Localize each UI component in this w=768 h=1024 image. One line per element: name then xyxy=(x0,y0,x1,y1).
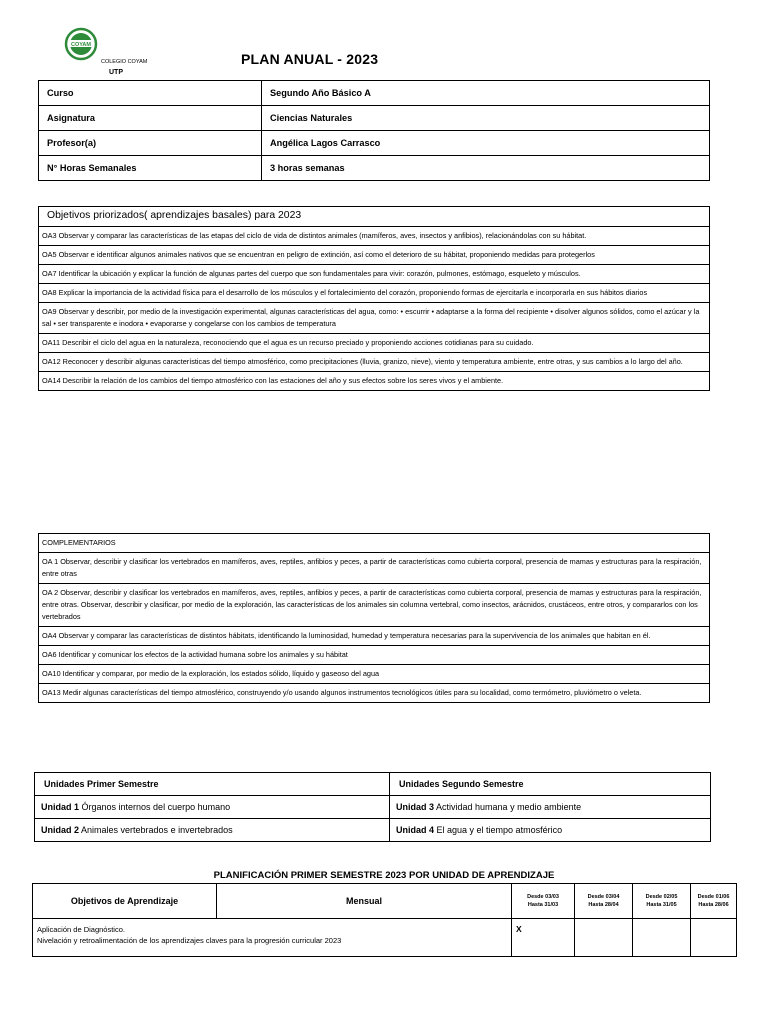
info-row xyxy=(39,81,710,106)
prioritized-objectives-table xyxy=(38,206,710,391)
info-label: Curso xyxy=(39,81,262,106)
complementary-objectives-table xyxy=(38,533,710,703)
unit-label: Unidad 4 xyxy=(396,825,435,835)
units-row xyxy=(35,796,711,819)
period-mark xyxy=(575,919,633,957)
objective-item: OA3 Observar y comparar las características de las etapas del ciclo de vida de distintos animales (mamíferos, aves, insectos y anfibios), relacionándolas con su hábitat. xyxy=(39,227,710,246)
period-from: Desde 01/06 xyxy=(697,894,730,900)
planning-activity xyxy=(33,919,512,957)
objective-item: OA13 Medir algunas características del tiempo atmosférico, construyendo y/o usando algunos instrumentos tecnológicos útiles para su localidad, como termómetro, pluviómetro o veleta. xyxy=(39,684,710,703)
planning-title: PLANIFICACIÓN PRIMER SEMESTRE 2023 POR UNIDAD DE APRENDIZAJE xyxy=(213,870,555,881)
complementary-heading: COMPLEMENTARIOS xyxy=(39,534,710,553)
period-mark xyxy=(633,919,691,957)
info-row xyxy=(39,156,710,181)
prioritized-heading: Objetivos priorizados( aprendizajes basales) para 2023 xyxy=(39,207,710,227)
period-to: Hasta 28/04 xyxy=(588,902,619,908)
activity-line: Nivelación y retroalimentación de los aprendizajes claves para la progresión curricular 2023 xyxy=(37,936,342,945)
objective-item: OA9 Observar y describir, por medio de la investigación experimental, algunas características del agua, como: • escurrir • adaptarse a la forma del recipiente • disolver algunos sólidos, como el azúcar y la sal • ser transparente e inodora • evaporarse y congelarse con los cambios de temperatura xyxy=(39,303,710,334)
objective-item: OA5 Observar e identificar algunos animales nativos que se encuentran en peligro de extinción, así como el deterioro de su hábitat, proponiendo medidas para protegerlos xyxy=(39,246,710,265)
objective-item: OA 1 Observar, describir y clasificar los vertebrados en mamíferos, aves, reptiles, anfibios y peces, a partir de características como cubierta corporal, presencia de mamas y estructuras para la respiración, entre otras xyxy=(39,553,710,584)
objectives-column-header: Objetivos de Aprendizaje xyxy=(33,884,217,919)
objective-item: OA11 Describir el ciclo del agua en la naturaleza, reconociendo que el agua es un recurso preciado y proponiendo acciones cotidianas para su cuidado. xyxy=(39,334,710,353)
info-label: Profesor(a) xyxy=(39,131,262,156)
info-label: N° Horas Semanales xyxy=(39,156,262,181)
period-from: Desde 02/05 xyxy=(645,894,678,900)
school-name: COLEGIO COYAM xyxy=(101,59,148,65)
period-to: Hasta 28/06 xyxy=(698,902,729,908)
period-header xyxy=(633,884,691,919)
unit-label: Unidad 3 xyxy=(396,802,435,812)
period-header xyxy=(575,884,633,919)
department-name: UTP xyxy=(109,69,123,76)
period-header xyxy=(512,884,575,919)
info-value: Segundo Año Básico A xyxy=(262,81,710,106)
unit-label: Unidad 1 xyxy=(41,802,80,812)
planning-table xyxy=(32,883,737,957)
objective-item: OA7 Identificar la ubicación y explicar la función de algunas partes del cuerpo que son fundamentales para vivir: corazón, pulmones, estómago, esqueleto y músculos. xyxy=(39,265,710,284)
info-value: Ciencias Naturales xyxy=(262,106,710,131)
info-value: 3 horas semanas xyxy=(262,156,710,181)
objective-item: OA10 Identificar y comparar, por medio de la exploración, los estados sólido, líquido y gaseoso del agua xyxy=(39,665,710,684)
period-header xyxy=(691,884,737,919)
info-row xyxy=(39,131,710,156)
info-value: Angélica Lagos Carrasco xyxy=(262,131,710,156)
period-mark: X xyxy=(512,919,575,957)
unit-text: Animales vertebrados e invertebrados xyxy=(79,825,233,835)
period-to: Hasta 31/05 xyxy=(646,902,677,908)
objective-item: OA 2 Observar, describir y clasificar los vertebrados en mamíferos, aves, reptiles, anfibios y peces, a partir de características como cubierta corporal, presencia de mamas y estructuras para la respiración, entre otras. Observar, describir y clasificar, por medio de la exploración, las características de los animales sin columna vertebral, como insectos, arácnidos, crustáceos, entre otros, y compararlos con los vertebrados xyxy=(39,584,710,627)
planning-row xyxy=(33,919,737,957)
unit-text: El agua y el tiempo atmosférico xyxy=(434,825,563,835)
units-row xyxy=(35,819,711,842)
objective-item: OA6 Identificar y comunicar los efectos de la actividad humana sobre los animales y su hábitat xyxy=(39,646,710,665)
info-label: Asignatura xyxy=(39,106,262,131)
monthly-column-header: Mensual xyxy=(217,884,512,919)
objective-item: OA8 Explicar la importancia de la actividad física para el desarrollo de los músculos y el fortalecimiento del corazón, proponiendo formas de ejercitarla e incorporarla en sus hábitos diarios xyxy=(39,284,710,303)
course-info-table xyxy=(38,80,710,181)
activity-line: Aplicación de Diagnóstico. xyxy=(37,925,125,934)
unit-label: Unidad 2 xyxy=(41,825,80,835)
page-title: PLAN ANUAL - 2023 xyxy=(241,51,379,67)
objective-item: OA14 Describir la relación de los cambios del tiempo atmosférico con las estaciones del año y sus efectos sobre los seres vivos y el ambiente. xyxy=(39,372,710,391)
period-mark xyxy=(691,919,737,957)
unit-cell xyxy=(390,796,711,819)
objective-item: OA4 Observar y comparar las características de distintos hábitats, identificando la luminosidad, humedad y temperatura necesarias para la supervivencia de los animales que habitan en él. xyxy=(39,627,710,646)
unit-cell xyxy=(35,796,390,819)
period-from: Desde 03/04 xyxy=(587,894,620,900)
first-semester-heading: Unidades Primer Semestre xyxy=(35,773,390,796)
school-logo xyxy=(64,27,98,61)
unit-cell xyxy=(35,819,390,842)
unit-text: Órganos internos del cuerpo humano xyxy=(79,802,231,812)
period-from: Desde 03/03 xyxy=(527,894,559,900)
period-to: Hasta 31/03 xyxy=(527,902,559,908)
unit-text: Actividad humana y medio ambiente xyxy=(434,802,582,812)
unit-cell xyxy=(390,819,711,842)
objective-item: OA12 Reconocer y describir algunas características del tiempo atmosférico, como precipitaciones (lluvia, granizo, nieve), viento y temperatura ambiente, entre otras, y sus cambios a lo largo del año. xyxy=(39,353,710,372)
second-semester-heading: Unidades Segundo Semestre xyxy=(390,773,711,796)
units-table xyxy=(34,772,711,842)
info-row xyxy=(39,106,710,131)
logo-text: COYAM xyxy=(71,42,91,48)
